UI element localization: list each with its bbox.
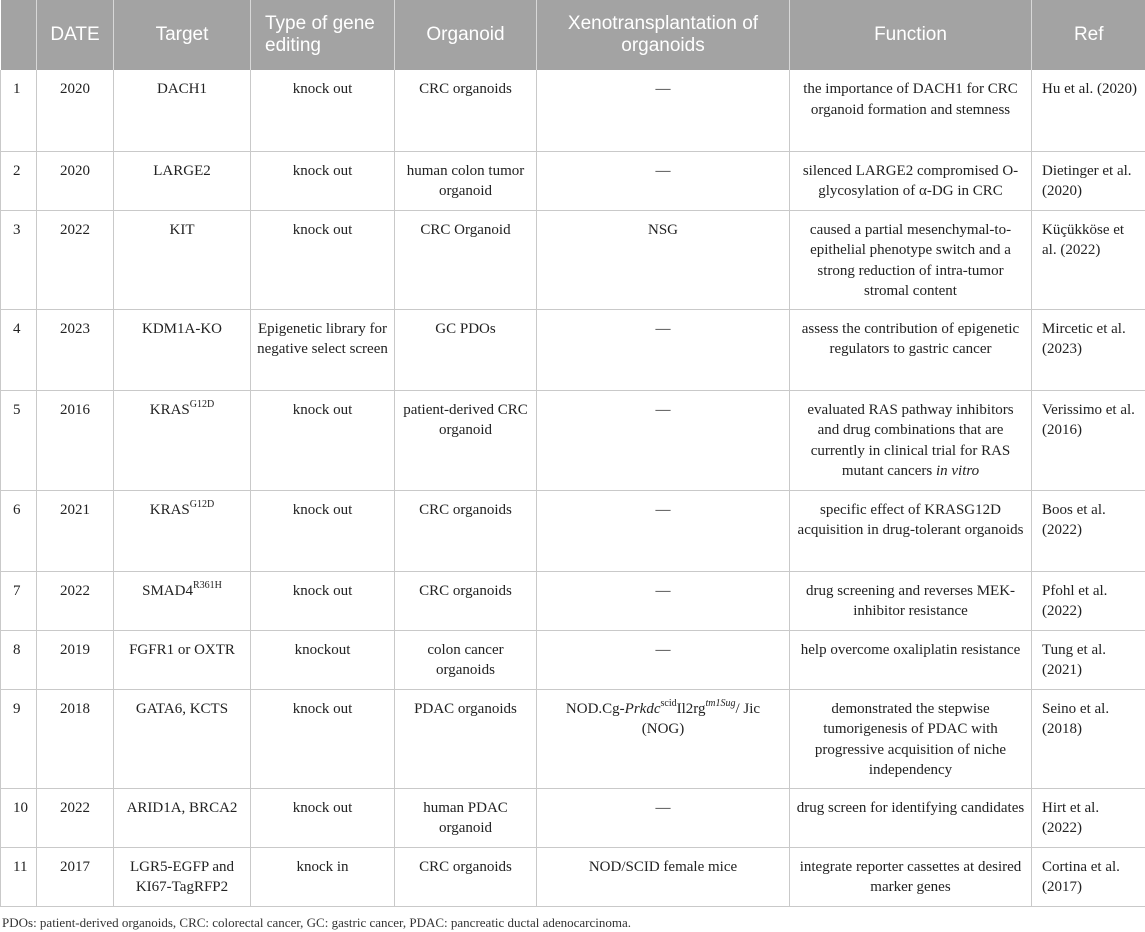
- cell-editing: knock out: [251, 70, 395, 151]
- table-footnote: PDOs: patient-derived organoids, CRC: colorectal cancer, GC: gastric cancer, PDAC: pancreatic ductal adenocarcinoma.: [2, 915, 631, 930]
- cell-date: 2016: [37, 390, 114, 490]
- cell-index: 3: [1, 210, 37, 309]
- cell-editing: knockout: [251, 630, 395, 689]
- target-superscript: G12D: [189, 498, 215, 510]
- target-superscript: R361H: [192, 579, 222, 591]
- cell-organoid: CRC Organoid: [395, 210, 537, 309]
- cell-date: 2017: [37, 847, 114, 906]
- cell-xeno: —: [537, 490, 790, 571]
- table-row: [1, 70, 1145, 151]
- cell-function: specific effect of KRASG12D acquisition in drug-tolerant organoids: [790, 490, 1032, 571]
- cell-index: 7: [1, 571, 37, 630]
- xeno-strain-suffix: / Jic (NOG): [641, 700, 761, 737]
- table-row: [1, 689, 1145, 788]
- table-row: [1, 309, 1145, 390]
- cell-organoid: PDAC organoids: [395, 689, 537, 788]
- cell-target: [114, 571, 251, 630]
- table-row: [1, 847, 1145, 906]
- cell-index: 5: [1, 390, 37, 490]
- cell-index: 10: [1, 788, 37, 847]
- cell-date: 2020: [37, 70, 114, 151]
- cell-target: FGFR1 or OXTR: [114, 630, 251, 689]
- cell-function: caused a partial mesenchymal-to-epithelial phenotype switch and a strong reduction of intra-tumor stromal content: [790, 210, 1032, 309]
- cell-editing: knock out: [251, 788, 395, 847]
- cell-xeno: —: [537, 390, 790, 490]
- cell-function: [790, 390, 1032, 490]
- cell-editing: knock out: [251, 151, 395, 210]
- cell-function: drug screen for identifying candidates: [790, 788, 1032, 847]
- cell-xeno: —: [537, 788, 790, 847]
- cell-ref: Dietinger et al. (2020): [1032, 151, 1145, 210]
- cell-date: 2022: [37, 571, 114, 630]
- cell-organoid: CRC organoids: [395, 70, 537, 151]
- cell-function: drug screening and reverses MEK-inhibitor resistance: [790, 571, 1032, 630]
- table-row: [1, 571, 1145, 630]
- table-row: [1, 210, 1145, 309]
- cell-date: 2023: [37, 309, 114, 390]
- cell-organoid: human PDAC organoid: [395, 788, 537, 847]
- cell-index: 8: [1, 630, 37, 689]
- target-text: SMAD4: [142, 582, 193, 599]
- target-superscript: G12D: [189, 398, 215, 410]
- table-row: [1, 788, 1145, 847]
- cell-function: integrate reporter cassettes at desired marker genes: [790, 847, 1032, 906]
- cell-ref: Boos et al. (2022): [1032, 490, 1145, 571]
- xeno-strain-sup: scid: [660, 697, 677, 709]
- cell-function: assess the contribution of epigenetic regulators to gastric cancer: [790, 309, 1032, 390]
- cell-xeno: —: [537, 630, 790, 689]
- cell-organoid: human colon tumor organoid: [395, 151, 537, 210]
- cell-target: ARID1A, BRCA2: [114, 788, 251, 847]
- cell-xeno: [537, 689, 790, 788]
- header-date: DATE: [37, 0, 114, 70]
- cell-target: DACH1: [114, 70, 251, 151]
- cell-editing: knock out: [251, 210, 395, 309]
- cell-date: 2019: [37, 630, 114, 689]
- cell-organoid: CRC organoids: [395, 490, 537, 571]
- cell-organoid: CRC organoids: [395, 847, 537, 906]
- cell-target: GATA6, KCTS: [114, 689, 251, 788]
- cell-date: 2018: [37, 689, 114, 788]
- target-text: KRAS: [149, 501, 190, 518]
- header-row: [1, 0, 1145, 70]
- cell-date: 2022: [37, 788, 114, 847]
- cell-ref: Mircetic et al. (2023): [1032, 309, 1145, 390]
- cell-target: [114, 390, 251, 490]
- cell-date: 2021: [37, 490, 114, 571]
- cell-target: LGR5-EGFP and KI67-TagRFP2: [114, 847, 251, 906]
- cell-function: demonstrated the stepwise tumorigenesis of PDAC with progressive acquisition of niche independency: [790, 689, 1032, 788]
- header-index: [1, 0, 37, 70]
- table-row: [1, 151, 1145, 210]
- xeno-strain-allele: [705, 698, 735, 709]
- header-organoid: Organoid: [395, 0, 537, 70]
- cell-ref: Hirt et al. (2022): [1032, 788, 1145, 847]
- cell-index: 4: [1, 309, 37, 390]
- cell-index: 1: [1, 70, 37, 151]
- cell-function: silenced LARGE2 compromised O-glycosylation of α-DG in CRC: [790, 151, 1032, 210]
- cell-target: KIT: [114, 210, 251, 309]
- header-editing: Type of gene editing: [251, 0, 395, 70]
- cell-xeno: —: [537, 571, 790, 630]
- cell-organoid: colon cancer organoids: [395, 630, 537, 689]
- cell-index: 9: [1, 689, 37, 788]
- cell-editing: knock in: [251, 847, 395, 906]
- table-row: [1, 390, 1145, 490]
- cell-ref: Tung et al. (2021): [1032, 630, 1145, 689]
- function-text: evaluated RAS pathway inhibitors and drug combinations that are currently in clinical trial for RAS mutant cancers: [807, 401, 1014, 479]
- cell-date: 2022: [37, 210, 114, 309]
- table-row: [1, 630, 1145, 689]
- cell-xeno: —: [537, 70, 790, 151]
- cell-ref: Seino et al. (2018): [1032, 689, 1145, 788]
- cell-date: 2020: [37, 151, 114, 210]
- cell-target: LARGE2: [114, 151, 251, 210]
- cell-index: 2: [1, 151, 37, 210]
- cell-editing: Epigenetic library for negative select screen: [251, 309, 395, 390]
- cell-function: help overcome oxaliplatin resistance: [790, 630, 1032, 689]
- cell-organoid: patient-derived CRC organoid: [395, 390, 537, 490]
- cell-index: 6: [1, 490, 37, 571]
- cell-ref: Küçükköse et al. (2022): [1032, 210, 1145, 309]
- cell-editing: knock out: [251, 390, 395, 490]
- header-target: Target: [114, 0, 251, 70]
- cell-editing: knock out: [251, 490, 395, 571]
- cell-ref: Hu et al. (2020): [1032, 70, 1145, 151]
- function-italic: in vitro: [935, 463, 980, 479]
- xeno-strain-gene: Prkdc: [624, 700, 661, 717]
- header-ref: Ref: [1032, 0, 1145, 70]
- cell-xeno: —: [537, 309, 790, 390]
- header-function: Function: [790, 0, 1032, 70]
- cell-target: [114, 490, 251, 571]
- cell-ref: Pfohl et al. (2022): [1032, 571, 1145, 630]
- cell-organoid: GC PDOs: [395, 309, 537, 390]
- xeno-strain-allele-text: tm1Sug: [705, 697, 736, 709]
- cell-ref: Cortina et al. (2017): [1032, 847, 1145, 906]
- cell-editing: knock out: [251, 689, 395, 788]
- xeno-strain-gene2: Il2rg: [676, 700, 706, 717]
- cell-xeno: —: [537, 151, 790, 210]
- table-row: [1, 490, 1145, 571]
- header-xeno: Xenotransplantation of organoids: [537, 0, 790, 70]
- cell-organoid: CRC organoids: [395, 571, 537, 630]
- xeno-strain-prefix: NOD.Cg-: [565, 700, 625, 717]
- cell-ref: Verissimo et al. (2016): [1032, 390, 1145, 490]
- cell-xeno: NSG: [537, 210, 790, 309]
- cell-index: 11: [1, 847, 37, 906]
- cell-xeno: NOD/SCID female mice: [537, 847, 790, 906]
- cell-target: KDM1A-KO: [114, 309, 251, 390]
- cell-editing: knock out: [251, 571, 395, 630]
- target-text: KRAS: [149, 401, 190, 418]
- cell-function: the importance of DACH1 for CRC organoid formation and stemness: [790, 70, 1032, 151]
